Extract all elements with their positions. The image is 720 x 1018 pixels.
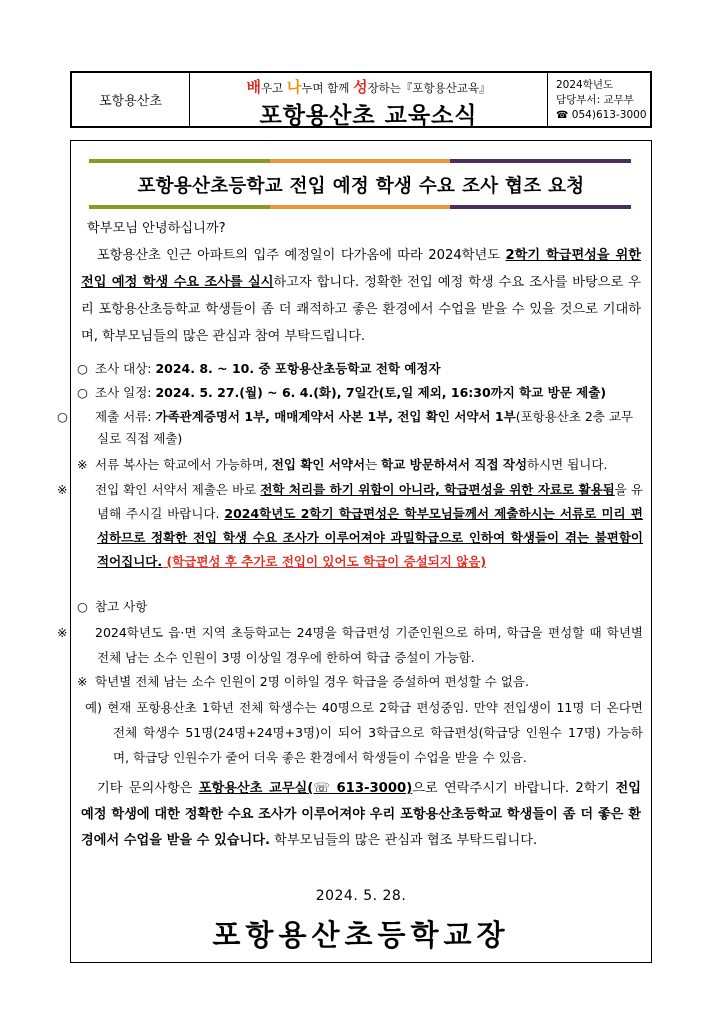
header-info-cell [548,73,650,126]
slogan-text-3: 장하는『포항용산교육』 [367,81,491,95]
schedule-value: 2024. 5. 27.(월) ~ 6. 4.(화), 7일간(토,일 제외, 16:30까지 학교 방문 제출) [155,385,607,400]
principal-signature: 포항용산초등학교장 [212,918,510,952]
circle-bullet: ○ [77,599,88,614]
reference-rule-2 [77,671,643,693]
closing-part-1: 기타 문의사항은 [97,781,199,796]
docs-bold: 가족관계증명서 1부, 매매계약서 사본 1부, 전입 확인 서약서 1부 [155,409,516,424]
note-pledge [57,478,644,574]
example-text: 현재 포항용산초 1학년 전체 학생수는 40명으로 2학급 편성중임. 만약 전입생이 11명 더 온다면 전체 학생수 51명(24명+24명+3명)이 되어 3학급으로 학급편성(학급당 인원수 17명) 가능하며, 학급당 인원수가 줄어 더욱 좋은 환경에서 학생들이 수업을 받을 수 있음. [107,700,643,765]
intro-highlight: 2학기 학급편성을 위한 전입 예정 학생 수요 조사를 실시 [81,248,641,290]
slogan-char-2: 나 [286,78,302,96]
note2-part-a: 전입 확인 서약서 제출은 바로 [95,482,261,497]
schedule-label: 조사 일정: [95,385,156,400]
slogan-text-1: 우고 [260,81,287,95]
note1-part-b: 전입 확인 서약서 [271,457,366,472]
note2-part-c: 을 유념해 주시길 바랍니다. [97,482,644,521]
note1-part-c: 는 [365,457,382,472]
notice-title: 포항용산초등학교 전입 예정 학생 수요 조사 협조 요청 [137,176,585,197]
reference-label: 참고 사항 [95,599,148,614]
school-name-cell: 포항용산초 [72,73,190,126]
note2-part-b: 전학 처리를 하기 위함이 아니라, 학급편성을 위한 자료로 활용됨 [260,482,615,497]
docs-label: 제출 서류: [95,409,156,424]
reference-mark: ※ [57,625,68,640]
slogan [190,76,547,97]
phone-icon: ☎ [556,110,569,121]
header-title-cell [190,73,548,129]
circle-bullet: ○ [77,385,88,400]
newsletter-header [70,71,652,128]
phone-number: 054)613-3000 [568,109,647,121]
reference-mark: ※ [57,482,68,497]
issue-date: 2024. 5. 28. [315,888,407,904]
note2-part-e: (학급편성 후 추가로 전입이 있어도 학급이 증설되지 않음) [162,554,487,569]
circle-bullet: ○ [77,361,88,376]
notice-body [57,140,652,963]
submission-documents [57,406,643,450]
closing-bold: 전입 예정 학생에 대한 정확한 수요 조사가 이루어져야 우리 포항용산초등학교 학생들이 좀 더 좋은 환경에서 수업을 받을 수 있습니다. [81,781,641,848]
title-bar-bottom [89,205,631,209]
contact-phone [556,108,650,123]
closing-paragraph [81,776,641,854]
reference-heading [77,596,643,618]
note2-part-d: 2024학년도 2학기 학급편성은 학부모님들께서 제출하시는 서류로 미리 편성하므로 정확한 전입 학생 수요 조사가 이루어져야 과밀학급으로 인하여 학생들이 겪는 불편함이 적어집니다. [97,506,643,569]
newsletter-title: 포항용산초 교육소식 [259,103,478,129]
reference-rule-1 [57,620,643,670]
closing-contact: 포항용산초 교무실(☏ 613-3000) [198,781,413,796]
reference-rule-1-text: 2024학년도 읍·면 지역 초등학교는 24명을 학급편성 기준인원으로 하며, 학급을 편성할 때 학년별 전체 남는 소수 인원이 3명 이상일 경우에 한하여 학급 증설이 가능함. [95,625,643,665]
title-bar-top [89,159,631,163]
closing-part-2: 으로 연락주시기 바랍니다. 2학기 [412,781,616,796]
note1-part-d: 학교 방문하셔서 직접 작성 [381,457,528,472]
slogan-char-1: 배 [246,78,261,96]
target-value: 2024. 8. ~ 10. 중 포항용산초등학교 전학 예정자 [155,361,441,376]
department: 담당부서: 교무부 [556,94,634,106]
greeting-block [81,215,641,350]
reference-mark: ※ [77,457,88,472]
note-copy [77,454,643,476]
note1-part-a: 서류 복사는 학교에서 가능하며, [95,457,272,472]
slogan-text-2: 누며 함께 [301,81,354,95]
intro-part-2: 하고자 합니다. 정확한 전입 예정 학생 수요 조사를 바탕으로 우리 포항용산초등학교 학생들이 좀 더 쾌적하고 좋은 환경에서 수업을 받을 수 있을 것으로 기대하며, 학부모님들의 많은 관심과 참여 부탁드립니다. [81,275,641,344]
survey-schedule [77,382,643,404]
intro-paragraph [81,242,641,350]
slogan-char-3: 성 [353,78,368,96]
greeting: 학부모님 안녕하십니까? [87,221,226,236]
school-year: 2024학년도 [556,79,614,91]
reference-rule-2-text: 학년별 전체 남는 소수 인원이 2명 이하일 경우 학급을 증설하여 편성할 수 없음. [95,674,529,689]
target-label: 조사 대상: [95,361,156,376]
example-label: 예) [85,700,108,715]
example [85,695,643,770]
survey-target [77,358,643,380]
docs-rest: (포항용산초 2층 교무실로 직접 제출) [97,409,634,446]
circle-bullet: ○ [57,409,68,424]
reference-mark: ※ [77,674,88,689]
intro-part-1: 포항용산초 인근 아파트의 입주 예정일이 다가옴에 따라 2024학년도 [97,248,506,263]
note1-part-e: 하시면 됩니다. [527,457,608,472]
closing-part-3: 학부모님들의 많은 관심과 협조 부탁드립니다. [269,833,538,848]
